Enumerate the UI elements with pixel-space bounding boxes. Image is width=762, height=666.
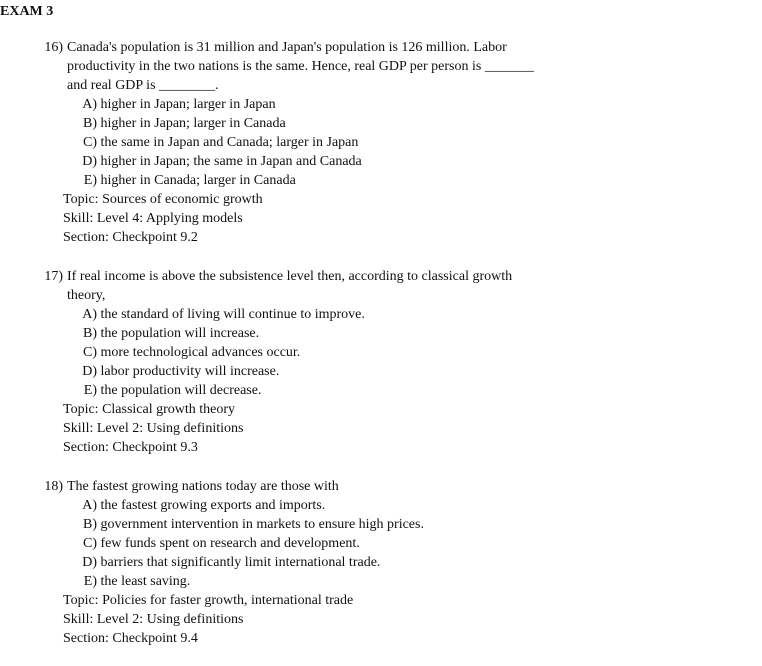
answer-option [39,305,599,324]
question-16 [39,38,599,247]
option-text: the population will increase. [100,326,260,341]
question-stem: and real GDP is ________. [67,78,219,93]
option-text: higher in Japan; larger in Canada [100,116,286,131]
answer-option [39,133,599,152]
question-skill: Skill: Level 2: Using definitions [63,612,244,627]
option-letter: E) [83,383,97,398]
question-17 [39,267,599,457]
answer-option [39,553,599,572]
option-letter: E) [83,173,97,188]
option-text: higher in Canada; larger in Canada [100,173,296,188]
question-topic: Topic: Sources of economic growth [63,192,263,207]
question-stem: If real income is above the subsistence level then, according to classical growth [67,269,513,284]
question-number: 16) [44,40,63,55]
answer-option [39,324,599,343]
option-letter: C) [83,345,97,360]
question-number: 17) [44,269,63,284]
answer-option [39,572,599,591]
answer-option [39,95,599,114]
question-skill: Skill: Level 2: Using definitions [63,421,244,436]
option-text: more technological advances occur. [100,345,301,360]
answer-option [39,343,599,362]
option-text: barriers that significantly limit international trade. [100,555,381,570]
option-letter: A) [82,307,97,322]
answer-option [39,515,599,534]
question-section: Section: Checkpoint 9.4 [63,631,198,646]
option-letter: D) [82,555,97,570]
question-section: Section: Checkpoint 9.3 [63,440,198,455]
option-letter: B) [83,326,97,341]
option-text: labor productivity will increase. [100,364,280,379]
option-text: few funds spent on research and development. [100,536,360,551]
question-stem: productivity in the two nations is the same. Hence, real GDP per person is _______ [67,59,534,74]
option-letter: D) [82,364,97,379]
question-18 [39,477,599,648]
question-skill: Skill: Level 4: Applying models [63,211,243,226]
exam-header: EXAM 3 [0,4,54,19]
answer-option [39,171,599,190]
answer-option [39,534,599,553]
option-letter: E) [83,574,97,589]
question-topic: Topic: Policies for faster growth, international trade [63,593,354,608]
answer-option [39,362,599,381]
question-stem: Canada's population is 31 million and Japan's population is 126 million. Labor [67,40,507,55]
question-stem-line [39,38,599,57]
option-text: the standard of living will continue to improve. [100,307,365,322]
question-stem-line [39,477,599,496]
question-section: Section: Checkpoint 9.2 [63,230,198,245]
option-text: government intervention in markets to ensure high prices. [100,517,424,532]
answer-option [39,114,599,133]
option-letter: A) [82,498,97,513]
question-number: 18) [44,479,63,494]
answer-option [39,381,599,400]
question-stem: theory, [67,288,106,303]
option-letter: A) [82,97,97,112]
option-letter: C) [83,536,97,551]
option-text: the population will decrease. [100,383,262,398]
option-text: the fastest growing exports and imports. [100,498,326,513]
option-letter: B) [83,517,97,532]
option-text: the same in Japan and Canada; larger in Japan [100,135,359,150]
question-stem: The fastest growing nations today are those with [67,479,339,494]
option-letter: C) [83,135,97,150]
option-text: higher in Japan; larger in Japan [100,97,276,112]
question-topic: Topic: Classical growth theory [63,402,236,417]
option-letter: D) [82,154,97,169]
option-text: higher in Japan; the same in Japan and Canada [100,154,362,169]
answer-option [39,152,599,171]
answer-option [39,496,599,515]
question-stem-line [39,267,599,286]
option-text: the least saving. [100,574,191,589]
option-letter: B) [83,116,97,131]
